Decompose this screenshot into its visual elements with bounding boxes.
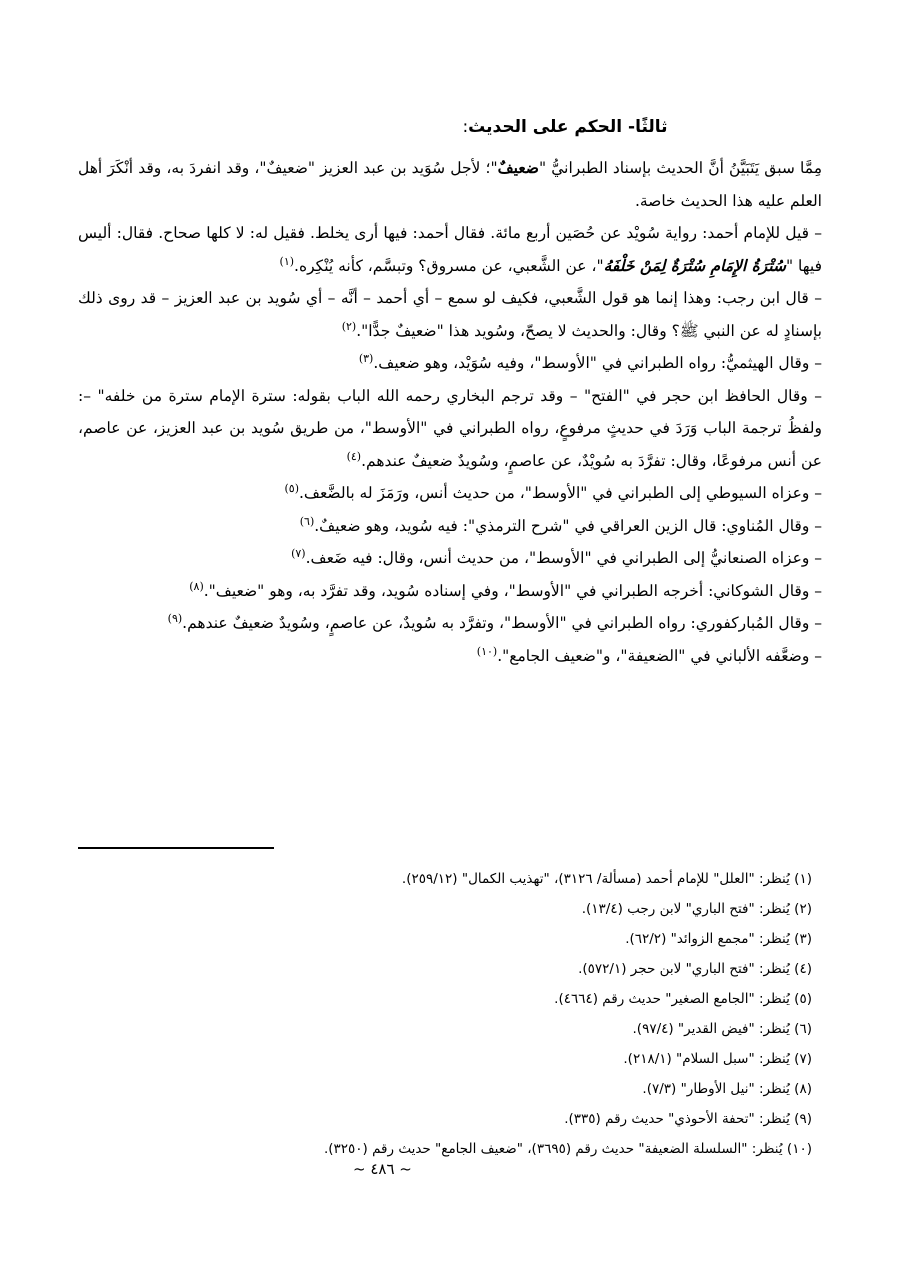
footnote-item: (١٠) يُنظر: "السلسلة الضعيفة" حديث رقم (٣٦٩٥)، "ضعيف الجامع" حديث رقم (٣٢٥٠). [323, 1141, 812, 1157]
footnote-ref[interactable]: (٤) [346, 449, 362, 463]
heading-sub: - الحكم على الحديث [468, 117, 636, 137]
footnote-separator [78, 847, 274, 849]
footnote-ref[interactable]: (٦) [299, 514, 315, 528]
footnote-ref[interactable]: (١) [279, 254, 295, 268]
footnote-ref[interactable]: (٨) [189, 579, 204, 593]
quote-paragraph [78, 542, 822, 575]
footnote-item: (٤) يُنظر: "فتح الباري" لابن حجر (٥٧٢/١). [578, 961, 812, 977]
quote-paragraph [78, 510, 822, 543]
intro-text-a: مِمَّا سبق يَتَبَيَّنُ أنَّ الحديث بإسناد الطبرانيُّ " [538, 159, 823, 177]
paragraph-text: – وضعَّفه الألباني في "الضعيفة"، و"ضعيف الجامع". [497, 646, 822, 665]
page-number: ~ ٤٨٦ ~ [353, 1160, 412, 1178]
paragraph-text: – وقال الشوكاني: أخرجه الطبراني في "الأوسط"، وفي إسناده سُويد، وقد تفرَّد به، وهو "ضعيف". [203, 581, 822, 600]
paragraph-text: – وعزاه السيوطي إلى الطبراني في "الأوسط"، من حديث أنس، ورَمَزَ له بالضَّعف. [298, 484, 822, 502]
paragraph-text: – وقال المُناوي: قال الزين العراقي في "شرح الترمذي": فيه سُويد، وهو ضعيفٌ. [314, 516, 822, 535]
footnote-ref[interactable]: (٥) [284, 481, 299, 495]
quote-paragraph [78, 607, 822, 640]
footnote-item: (٢) يُنظر: "فتح الباري" لابن رجب (١٣/٤). [581, 901, 812, 917]
intro-paragraph [78, 152, 822, 217]
paragraph-text: – وعزاه الصنعانيُّ إلى الطبراني في "الأوسط"، من حديث أنس، وقال: فيه ضَعف. [305, 549, 822, 567]
quote-paragraph [78, 347, 822, 380]
intro-bold: ضعيفٌ [497, 158, 539, 177]
footnote-item: (٧) يُنظر: "سبل السلام" (٢١٨/١). [623, 1051, 812, 1067]
intro-text-c: "؛ لأجل سُوَيد بن عبد العزيز "ضعيفٌ"، وقد انفردَ به، وقد أنْكَرَ أهل العلم عليه هذا الحديث خاصة. [78, 159, 822, 210]
quote-paragraph [78, 380, 822, 478]
footnote-ref[interactable]: (٢) [341, 319, 357, 333]
footnote-item: (٦) يُنظر: "فيض القدير" (٩٧/٤). [632, 1021, 812, 1037]
section-heading [78, 112, 822, 142]
footnote-item: (١) يُنظر: "العلل" للإمام أحمد (مسألة/ ٣١٢٦)، "تهذيب الكمال" (٢٥٩/١٢). [401, 871, 812, 887]
paragraph-text: – قال ابن رجب: وهذا إنما هو قول الشَّعبي، فكيف لو سمع – أي أحمد – أنَّه – أي سُويد بن عبد العزيز – قد روى ذلك بإسنادٍ له عن النبي ﷺ؟ وقال: والحديث لا يصحّ، وسُويد هذا "ضعيفٌ جدًّا". [78, 289, 822, 340]
footnote-ref[interactable]: (٣) [358, 351, 374, 365]
paragraph-text: – وقال الحافظ ابن حجر في "الفتح" – وقد ترجم البخاري رحمه الله الباب بقوله: سترة الإمام سترة من خلفه" –: ولفظُ ترجمة الباب وَرَدَ في حديثٍ مرفوعٍ، رواه الطبراني في "الأوسط"، من طريق سُويد بن عبد العزيز، عن عاصم، عن أنس مرفوعًا، وقال: تفرَّدَ به سُويْدٌ، عن عاصمٍ، وسُويدٌ ضعيفٌ عندهم. [78, 386, 822, 470]
footnote-ref[interactable]: (٧) [291, 546, 306, 560]
quote-paragraph [78, 575, 822, 608]
footnote-item: (٩) يُنظر: "تحفة الأحوذي" حديث رقم (٣٣٥). [564, 1111, 812, 1127]
hadith-text: سُتْرَةُ الإِمَامِ سُتْرَةٌ لِمَنْ خَلْفَهُ [603, 255, 786, 275]
paragraph-text: – وقال المُباركفوري: رواه الطبراني في "الأوسط"، وتفرَّد به سُويدٌ، عن عاصمٍ، وسُويدٌ ضعيفٌ عندهم. [182, 614, 822, 632]
paragraph-text-cont: "، عن الشَّعبي، عن مسروق؟ وتبسَّم، كأنه يُنْكِره. [294, 256, 604, 275]
footnote-ref[interactable]: (٩) [167, 611, 183, 625]
quote-paragraph [78, 477, 822, 510]
footnotes [78, 864, 822, 1164]
heading-colon: : [462, 117, 469, 137]
quote-paragraph [78, 217, 822, 282]
footnote-item: (٥) يُنظر: "الجامع الصغير" حديث رقم (٤٦٦٤). [554, 991, 812, 1007]
paragraph-text: – وقال الهيثميُّ: رواه الطبراني في "الأوسط"، وفيه سُوَيْد، وهو ضعيف. [373, 354, 822, 372]
footnote-item: (٣) يُنظر: "مجمع الزوائد" (٦٢/٢). [625, 931, 812, 947]
quote-paragraph [78, 640, 822, 673]
quotes-list [78, 217, 822, 672]
heading-main: ثالثًا [635, 117, 668, 137]
document-page [78, 112, 822, 1262]
paragraph-text: – قيل للإمام أحمد: رواية سُويْد عن حُصَين أربع مائة. فقال أحمد: فيها أرى يخلط. فقيل له: لا كلها صحاح. فقال: أليس فيها " [78, 224, 822, 275]
footnote-ref[interactable]: (١٠) [476, 644, 498, 658]
footnote-item: (٨) يُنظر: "نيل الأوطار" (٧/٣). [642, 1081, 812, 1097]
quote-paragraph [78, 282, 822, 347]
